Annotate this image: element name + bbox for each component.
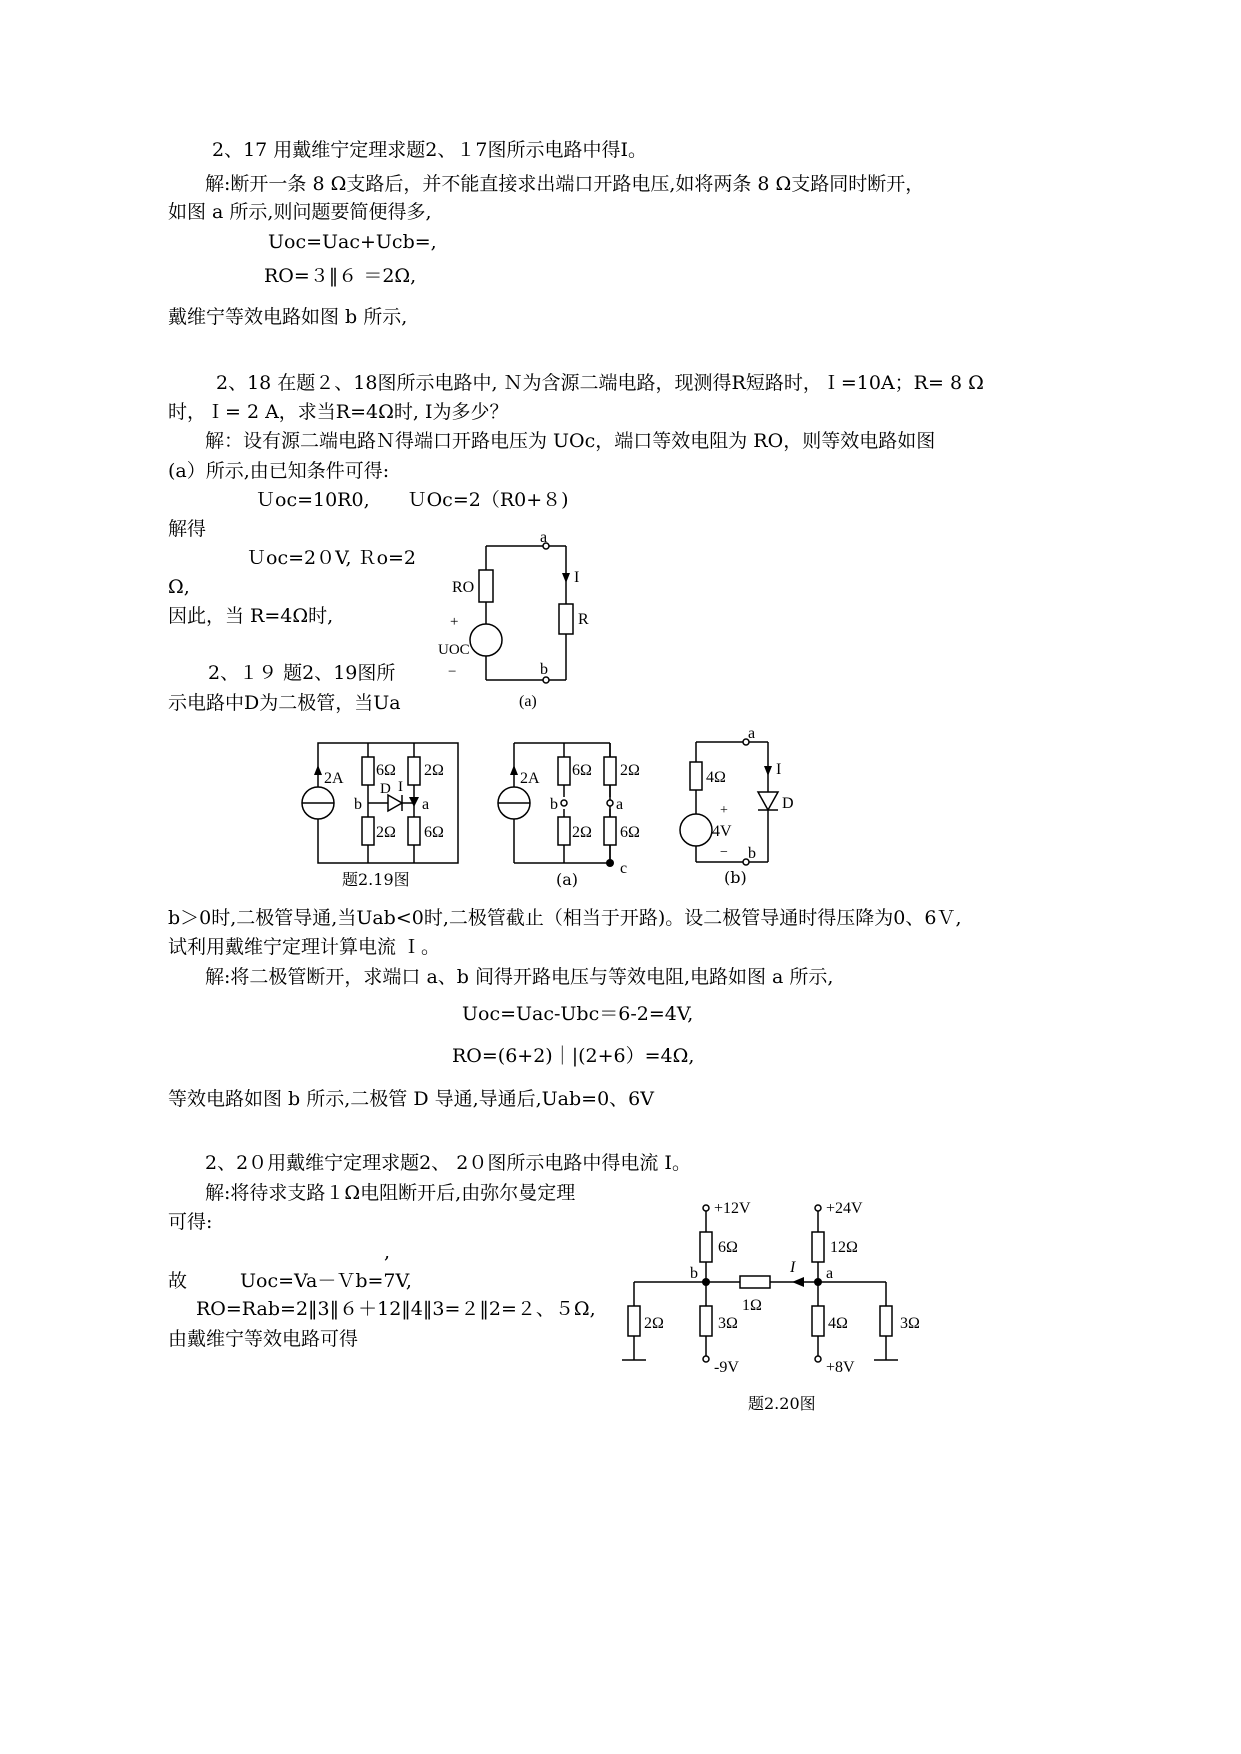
- p217-title: 2、17 用戴维宁定理求题2、１7图所示电路中得I。: [212, 139, 647, 161]
- fig218-resistor-ro: RO: [452, 579, 475, 596]
- p218-title-line1: 2、18 在题２、18图所示电路中, Ｎ为含源二端电路，现测得R短路时，Ｉ=10A；R= 8 Ω: [216, 372, 984, 394]
- fig219a-r-bottom-left: 2Ω: [572, 824, 592, 841]
- p218-result-line1: Ｕoc=2０V, Ｒo=2: [247, 547, 417, 569]
- p219-equation-uoc: Uoc=Uac-Ubc＝6-2=4V,: [462, 1003, 694, 1025]
- p217-conclusion: 戴维宁等效电路如图 b 所示,: [168, 306, 408, 328]
- fig219b-node-a: a: [748, 725, 756, 742]
- p219-title-line1: 2、１９ 题2、19图所: [208, 662, 396, 684]
- fig219b-minus: −: [720, 845, 728, 860]
- fig219b-current-label: I: [776, 761, 782, 778]
- fig220-r4-label: 4Ω: [828, 1315, 848, 1332]
- p218-solve-label: 解得: [168, 518, 207, 540]
- fig219a-node-a: a: [616, 796, 624, 813]
- fig220-r12-label: 12Ω: [830, 1239, 858, 1256]
- fig219-r-top-right: 2Ω: [424, 762, 444, 779]
- fig219-r-bottom-right: 6Ω: [424, 824, 444, 841]
- fig219b-plus: +: [720, 803, 728, 818]
- fig220-caption: 题2.20图: [748, 1394, 816, 1413]
- fig220-supply-minus9v: -9V: [714, 1359, 739, 1376]
- fig220-r6-label: 6Ω: [718, 1239, 738, 1256]
- p218-solution-line2: (a）所示,由已知条件可得:: [168, 460, 390, 482]
- fig220-supply-24v: +24V: [826, 1200, 863, 1217]
- fig220-circuit: [618, 1190, 948, 1390]
- fig219b-circuit: [676, 722, 806, 872]
- fig219a-r-top-right: 2Ω: [620, 762, 640, 779]
- fig219-caption: 题2.19图: [342, 870, 410, 889]
- fig219a-r-top-left: 6Ω: [572, 762, 592, 779]
- fig219-source-label: 2A: [324, 770, 344, 787]
- p219-title-line2: 示电路中D为二极管，当Ua: [168, 692, 401, 714]
- p219-solution-line1: 解:将二极管断开，求端口 a、b 间得开路电压与等效电阻,电路如图 a 所示,: [205, 966, 834, 988]
- fig218-plus: +: [450, 614, 459, 630]
- fig219a-caption: (a): [556, 870, 579, 889]
- p220-comma: ,: [384, 1241, 391, 1263]
- fig219b-diode-label: D: [782, 795, 794, 812]
- p218-equation: Ｕoc=10R0, ＵOc=2（R0+８): [256, 489, 569, 511]
- fig218-node-b: b: [540, 661, 548, 678]
- fig218-node-a: a: [540, 529, 548, 546]
- fig219a-r-bottom-right: 6Ω: [620, 824, 640, 841]
- fig218-current-label: I: [574, 569, 580, 586]
- fig220-r3-right-label: 3Ω: [900, 1315, 920, 1332]
- p217-equation-ro: RO=３‖６ ＝2Ω,: [264, 265, 417, 287]
- fig220-r3-left-label: 3Ω: [718, 1315, 738, 1332]
- fig219-node-a: a: [422, 796, 430, 813]
- p218-result-line2: Ω,: [168, 576, 190, 598]
- fig220-r1-label: 1Ω: [742, 1297, 762, 1314]
- p220-equation-uoc: Uoc=Va－Ｖb=7V,: [240, 1270, 412, 1292]
- fig220-supply-12v: +12V: [714, 1200, 751, 1217]
- fig219b-source-label: 4V: [712, 823, 732, 840]
- fig219a-node-b: b: [550, 796, 558, 813]
- p218-result-line3: 因此，当 R=4Ω时,: [168, 605, 334, 627]
- p217-solution-line1: 解:断开一条 8 Ω支路后，并不能直接求出端口开路电压,如将两条 8 Ω支路同时断开，: [205, 173, 925, 195]
- fig219-current-label: I: [398, 779, 403, 795]
- fig220-current-label: I: [790, 1259, 796, 1276]
- p220-solution-line2: 可得:: [168, 1211, 213, 1233]
- fig218-resistor-r: R: [578, 611, 589, 628]
- p220-equation-ro: RO=Rab=2‖3‖６＋12‖4‖3=２‖2=２、５Ω,: [196, 1298, 596, 1320]
- p219-equation-ro: RO=(6+2)｜|(2+6）=4Ω,: [452, 1045, 695, 1067]
- fig219b-resistor-label: 4Ω: [706, 769, 726, 786]
- p220-solution-line1: 解:将待求支路１Ω电阻断开后,由弥尔曼定理: [205, 1182, 576, 1204]
- fig220-r2-label: 2Ω: [644, 1315, 664, 1332]
- fig220-node-a: a: [826, 1265, 834, 1282]
- p220-eq1-prefix: 故: [168, 1270, 188, 1292]
- fig218-source-label: UOC: [438, 642, 470, 658]
- p217-solution-line2: 如图 a 所示,则问题要简便得多,: [168, 201, 432, 223]
- fig220-node-b: b: [690, 1265, 698, 1282]
- fig219-r-top-left: 6Ω: [376, 762, 396, 779]
- p217-equation-uoc: Uoc=Uac+Ucb=,: [268, 231, 437, 253]
- p219-continuation-line1: b＞0时,二极管导通,当Uab<0时,二极管截止（相当于开路)。设二极管导通时得压降为0、6Ｖ,: [168, 907, 962, 929]
- fig219a-node-c: c: [620, 860, 628, 877]
- fig220-supply-plus8v: +8V: [826, 1359, 855, 1376]
- p218-title-line2: 时，Ｉ= 2 A，求当R=4Ω时, I为多少？: [168, 401, 509, 423]
- fig218-circuit: [430, 528, 600, 718]
- fig219-node-b: b: [354, 796, 362, 813]
- p218-solution-line1: 解：设有源二端电路Ｎ得端口开路电压为 UOc，端口等效电阻为 RO，则等效电路如图: [205, 430, 936, 452]
- fig219b-caption: (b): [724, 868, 747, 887]
- p219-conclusion: 等效电路如图 b 所示,二极管 D 导通,导通后,Uab=0、6V: [168, 1088, 654, 1110]
- p220-title: 2、2０用戴维宁定理求题2、 2０图所示电路中得电流 I。: [205, 1152, 691, 1174]
- fig219-r-bottom-left: 2Ω: [376, 824, 396, 841]
- fig218-minus: −: [448, 664, 457, 680]
- p220-conclusion: 由戴维宁等效电路可得: [168, 1328, 359, 1350]
- fig219a-source-label: 2A: [520, 770, 540, 787]
- fig218-caption: (a): [519, 693, 537, 710]
- p219-continuation-line2: 试利用戴维宁定理计算电流 Ｉ。: [168, 936, 441, 958]
- fig219b-node-b: b: [748, 845, 756, 862]
- fig219-diode-label: D: [380, 781, 391, 797]
